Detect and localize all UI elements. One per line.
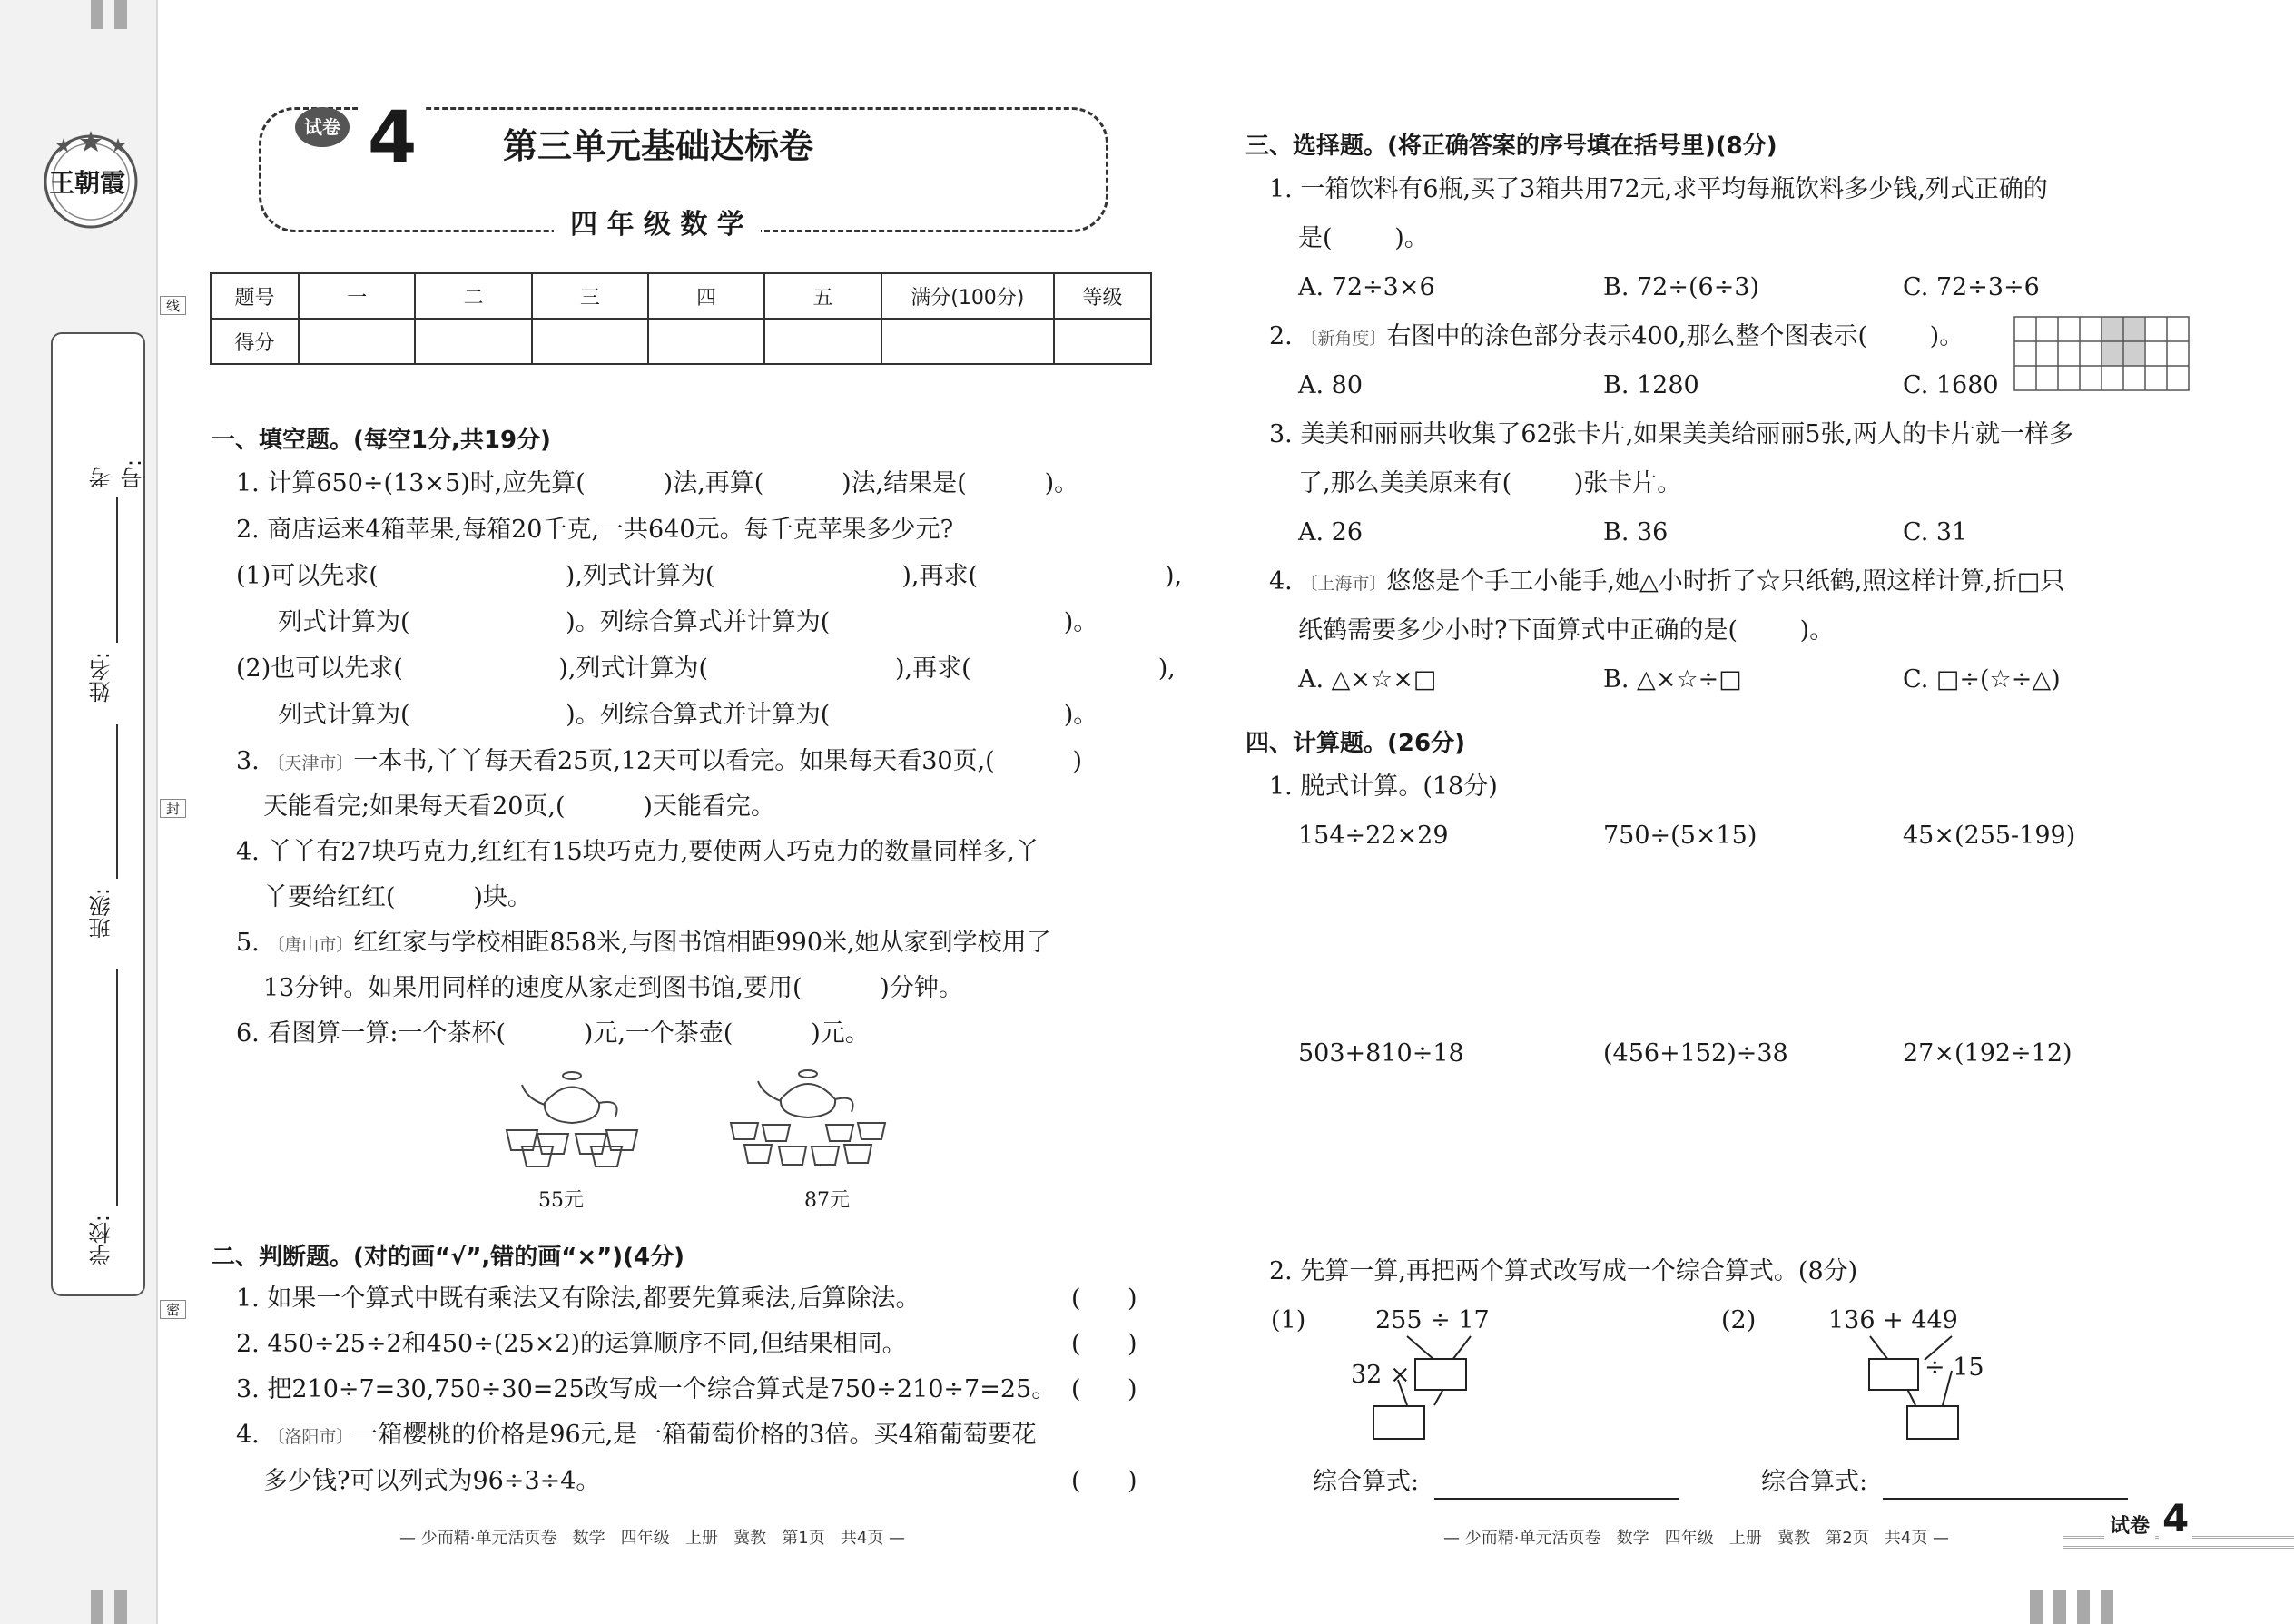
s3-q1a: 1. 一箱饮料有6瓶,买了3箱共用72元,求平均每瓶饮料多少钱,列式正确的 [1269,175,2048,203]
teapot-set-1 [499,1067,645,1171]
score-table [210,272,1152,365]
bottom-bar [114,1590,127,1624]
page-title: 第三单元基础达标卷 [490,118,826,168]
bottom-bar [2077,1590,2090,1624]
school-field[interactable] [85,960,113,1269]
p1-combined-label: 综合算式: [1313,1468,1420,1496]
logo-text: 王朝霞 [49,168,126,198]
s3-q2-opt-c[interactable]: C. 1680 [1903,371,1999,399]
s2-q1: 1. 如果一个算式中既有乘法又有除法,都要先算乘法,后算除法。 [236,1284,921,1313]
s1-q1: 1. 计算650÷(13×5)时,应先算( )法,再算( )法,结果是( )。 [236,469,1079,497]
class-label: 班级: [89,888,114,940]
top-bar [114,0,127,29]
school-line [116,969,118,1206]
seal-mark: 密 [160,1300,186,1319]
s3-q4a: 4. 〔上海市〕悠悠是个手工小能手,她△小时折了☆只纸鹤,照这样计算,折□只 [1269,567,2065,595]
teapot-cups-icon [726,1067,890,1171]
teapot-cups-icon [499,1067,645,1171]
shaded-grid-figure [2013,316,2190,396]
name-line [116,497,118,643]
name-label: 姓名: [89,652,114,704]
p2-result-box[interactable] [1906,1405,1959,1440]
footer-right: — 少而精·单元活页卷 数学 四年级 上册 冀教 第2页 共4页 — [1443,1529,1950,1548]
publisher-logo [36,127,145,236]
s3-q4-opt-c[interactable]: C. □÷(☆÷△) [1903,665,2061,694]
s3-q4-opt-a[interactable]: A. △×☆×□ [1298,665,1437,694]
score-cell[interactable] [532,319,648,364]
s2-q2: 2. 450÷25÷2和450÷(25×2)的运算顺序不同,但结果相同。 [236,1330,907,1358]
p1-combined-answer-line[interactable] [1434,1498,1679,1500]
s1-q3a: 3. 〔天津市〕一本书,丫丫每天看25页,12天可以看完。如果每天看30页,( ) [236,747,1083,775]
s4-sub2: 2. 先算一算,再把两个算式改写成一个综合算式。(8分) [1269,1257,1858,1285]
score-header-cell: 一 [299,273,415,319]
score-cell[interactable] [299,319,415,364]
s1-q2-2b: 列式计算为( )。列综合算式并计算为( )。 [278,701,1098,729]
bottom-bar [2101,1590,2113,1624]
calc-expression: 750÷(5×15) [1603,822,1757,850]
seal-mark: 封 [160,799,186,818]
s3-q4b: 纸鹤需要多少小时?下面算式中正确的是( )。 [1298,616,1835,645]
s1-q4b: 丫要给红红( )块。 [263,883,532,911]
s2-q3: 3. 把210÷7=30,750÷30=25改写成一个综合算式是750÷210÷7=25。 [236,1375,1057,1403]
p1-left-expression: 32 × [1351,1361,1411,1389]
paper-number: 4 [359,102,426,174]
p2-answer-box[interactable] [1868,1358,1919,1391]
class-line [116,724,118,879]
calc-expression: 45×(255-199) [1903,822,2076,850]
name-field[interactable] [85,488,113,706]
class-field[interactable] [85,715,113,942]
score-cell[interactable] [648,319,764,364]
s3-q2-opt-a[interactable]: A. 80 [1298,371,1364,399]
region-tag: 〔上海市〕 [1300,574,1387,594]
score-header-cell: 三 [532,273,648,319]
s1-q4a: 4. 丫丫有27块巧克力,红红有15块巧克力,要使两人巧克力的数量同样多,丫 [236,838,1039,866]
region-tag: 〔唐山市〕 [267,935,354,955]
score-cell[interactable] [1054,319,1151,364]
price-label-1: 55元 [538,1189,584,1212]
p1-label: (1) [1271,1306,1306,1334]
s3-q4a-text: 悠悠是个手工小能手,她△小时折了☆只纸鹤,照这样计算,折□只 [1386,567,2065,595]
footer-badge-number: 4 [2159,1496,2192,1540]
exam-no-field[interactable] [85,352,146,488]
s3-q3b: 了,那么美美原来有( )张卡片。 [1298,469,1682,497]
footer-left: — 少而精·单元活页卷 数学 四年级 上册 冀教 第1页 共4页 — [399,1529,906,1548]
s3-q3-opt-a[interactable]: A. 26 [1298,518,1364,546]
s3-q1-opt-c[interactable]: C. 72÷3÷6 [1903,273,2040,301]
s1-q2: 2. 商店运来4箱苹果,每箱20千克,一共640元。每千克苹果多少元? [236,516,954,544]
s1-q5a: 5. 〔唐山市〕红红家与学校相距858米,与图书馆相距990米,她从家到学校用了 [236,929,1051,957]
calc-expression: 503+810÷18 [1298,1039,1464,1068]
s4-sub1: 1. 脱式计算。(18分) [1269,773,1498,801]
p1-answer-box[interactable] [1414,1358,1467,1391]
p1-top-expression: 255 ÷ 17 [1375,1306,1490,1334]
s1-q3b: 天能看完;如果每天看20页,( )天能看完。 [263,792,775,821]
region-tag: 〔天津市〕 [267,753,354,773]
s3-q1-opt-b[interactable]: B. 72÷(6÷3) [1603,273,1760,301]
s1-q5b: 13分钟。如果用同样的速度从家走到图书馆,要用( )分钟。 [263,974,963,1002]
s3-q2-text: 右图中的涂色部分表示400,那么整个图表示( )。 [1386,322,1964,350]
seal-mark: 线 [160,296,186,315]
score-table-row [211,319,1151,364]
p2-right-expression: ÷ 15 [1925,1353,1984,1382]
section-4-title: 四、计算题。(26分) [1245,730,1465,757]
answer-paren[interactable]: ( ) [1071,1467,1137,1495]
s3-q3-opt-c[interactable]: C. 31 [1903,518,1968,546]
s1-q2-1b: 列式计算为( )。列综合算式并计算为( )。 [278,608,1098,636]
top-bar [91,0,103,29]
s3-q1-opt-a[interactable]: A. 72÷3×6 [1298,273,1435,301]
calc-expression: (456+152)÷38 [1603,1039,1788,1068]
p2-top-expression: 136 + 449 [1828,1306,1958,1334]
school-label: 学校: [89,1215,114,1266]
score-header-cell: 二 [415,273,531,319]
score-cell[interactable] [415,319,531,364]
student-info-panel [51,332,145,1296]
teapot-set-2 [726,1067,890,1171]
s1-q2-2a: (2)也可以先求( ),列式计算为( ),再求( ), [236,655,1176,683]
bottom-bar [91,1590,103,1624]
s3-q2-opt-b[interactable]: B. 1280 [1603,371,1699,399]
s3-q2: 2. 〔新角度〕右图中的涂色部分表示400,那么整个图表示( )。 [1269,322,1964,350]
s1-q5a-text: 红红家与学校相距858米,与图书馆相距990米,她从家到学校用了 [353,929,1051,957]
score-table-header-row [211,273,1151,319]
score-row-label: 得分 [211,319,299,364]
answer-paren[interactable]: ( ) [1071,1330,1137,1358]
paper-badge: 试卷 [295,107,350,147]
s2-q4b: 多少钱?可以列式为96÷3÷4。 [263,1467,601,1495]
score-header-cell: 四 [648,273,764,319]
exam-no-label: 考号: [89,458,146,488]
s3-q1b: 是( )。 [1298,224,1429,252]
calc-expression: 27×(192÷12) [1903,1039,2072,1068]
p2-combined-answer-line[interactable] [1883,1498,2128,1500]
score-header-cell: 题号 [211,273,299,319]
s3-q4-opt-b[interactable]: B. △×☆÷□ [1603,665,1742,694]
price-label-2: 87元 [804,1189,850,1212]
s1-q3a-text: 一本书,丫丫每天看25页,12天可以看完。如果每天看30页,( ) [353,747,1083,775]
score-header-cell: 五 [764,273,881,319]
score-cell[interactable] [764,319,881,364]
section-2-title: 二、判断题。(对的画“√”,错的画“×”)(4分) [212,1244,684,1271]
s3-q3a: 3. 美美和丽丽共收集了62张卡片,如果美美给丽丽5张,两人的卡片就一样多 [1269,420,2074,448]
score-cell[interactable] [881,319,1054,364]
grid-figure-icon [2013,316,2190,392]
region-tag: 〔洛阳市〕 [267,1427,354,1447]
bottom-bar [2053,1590,2066,1624]
s1-q2-1a: (1)可以先求( ),列式计算为( ),再求( ), [236,562,1183,590]
p2-combined-label: 综合算式: [1761,1468,1868,1496]
page-subtitle: 四 年 级 数 学 [554,202,761,241]
calc-expression: 154÷22×29 [1298,822,1449,850]
s1-q6: 6. 看图算一算:一个茶杯( )元,一个茶壶( )元。 [236,1019,870,1048]
p1-result-box[interactable] [1373,1405,1425,1440]
s2-q4a-text: 一箱樱桃的价格是96元,是一箱葡萄价格的3倍。买4箱葡萄要花 [353,1421,1037,1449]
s2-q4a: 4. 〔洛阳市〕一箱樱桃的价格是96元,是一箱葡萄价格的3倍。买4箱葡萄要花 [236,1421,1037,1449]
section-3-title: 三、选择题。(将正确答案的序号填在括号里)(8分) [1245,133,1777,160]
score-header-cell: 满分(100分) [881,273,1054,319]
section-1-title: 一、填空题。(每空1分,共19分) [212,427,551,454]
score-header-cell: 等级 [1054,273,1151,319]
answer-paren[interactable]: ( ) [1071,1375,1137,1403]
answer-paren[interactable]: ( ) [1071,1284,1137,1313]
p2-label: (2) [1721,1306,1757,1334]
bottom-bar [2030,1590,2043,1624]
region-tag: 〔新角度〕 [1300,329,1387,349]
footer-badge-label: 试卷 [2104,1511,2155,1539]
s3-q3-opt-b[interactable]: B. 36 [1603,518,1669,546]
